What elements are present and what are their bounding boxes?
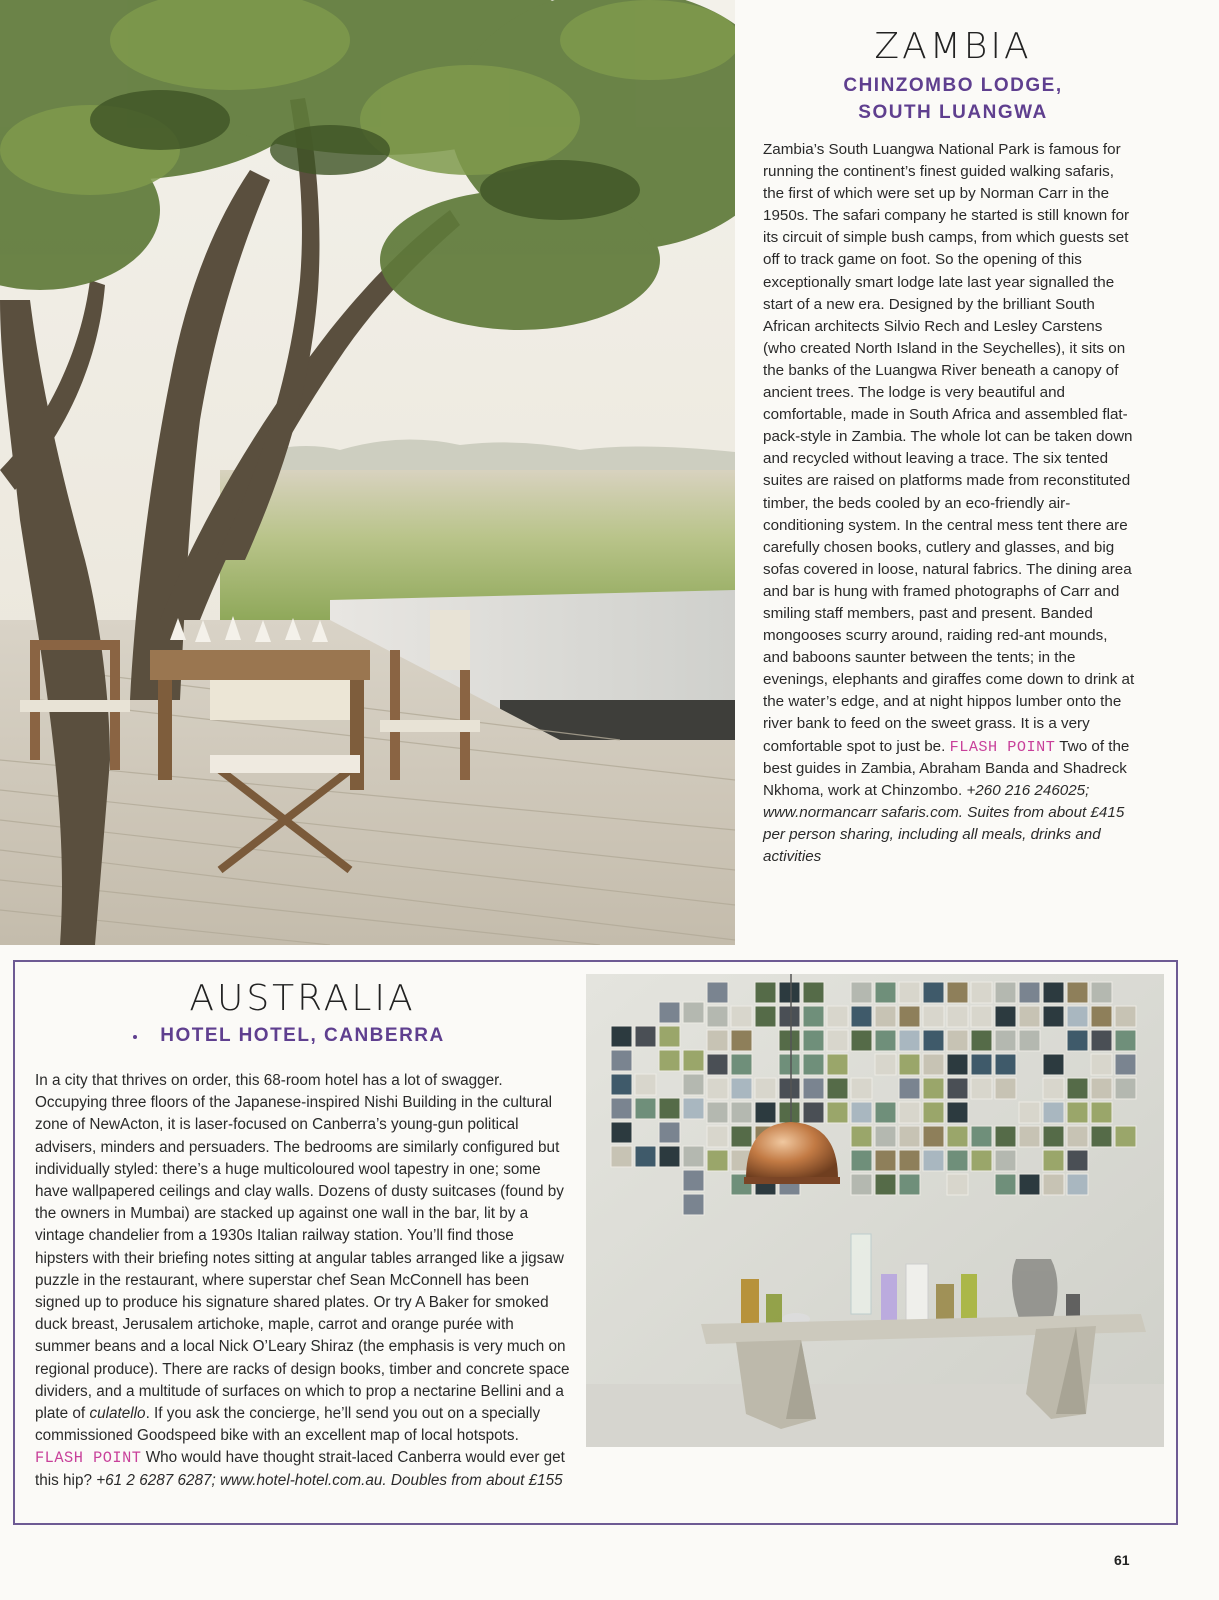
australia-article-box — [13, 960, 1178, 1525]
mosaic-tile — [611, 1074, 632, 1095]
australia-flash-text: Who would have thought strait-laced Canberra would ever get this hip? — [35, 1449, 565, 1489]
mosaic-tile — [899, 1006, 920, 1027]
mosaic-tile — [683, 1170, 704, 1191]
mosaic-tile — [827, 1078, 848, 1099]
mosaic-tile — [683, 1002, 704, 1023]
mosaic-tile — [899, 1126, 920, 1147]
mosaic-tile — [923, 1054, 944, 1075]
mosaic-tile — [851, 1174, 872, 1195]
mosaic-tile — [875, 1150, 896, 1171]
mosaic-tile — [1091, 1030, 1112, 1051]
australia-contact-details: +61 2 6287 6287; www.hotel-hotel.com.au. Doubles from about £155 — [96, 1471, 563, 1489]
mosaic-tile — [707, 1078, 728, 1099]
mosaic-tile — [899, 1054, 920, 1075]
australia-body — [35, 1070, 570, 1492]
mosaic-tile — [683, 1146, 704, 1167]
mosaic-tile — [1115, 1030, 1136, 1051]
australia-body-part1: In a city that thrives on order, this 68-room hotel has a lot of swagger. Occupying three floors of the Japanese-inspired Nishi Building in the cultural zone of NewActon, it is laser-focused on Canberra’s young-gun political advisers, minders and persuaders. The bedrooms are similarly configured but individually styled: there’s a huge multicoloured wool tapestry in one; some have wallpapered ceilings and clay walls. Dozens of dusty suitcases (found by the owners in Mumbai) are stacked up against one wall in the bar, lit by a vintage chandelier from a 1930s Italian railway station. You’ll find those hipsters with their briefing notes sitting at angular tables arranged like a jigsaw puzzle in the restaurant, where superstar chef Sean McConnell has been signed up to produce his signature shared plates. Or try A Baker for smoked duck breast, Jerusalem artichoke, maple, carrot and orange purée with summer beans and a local Nick O’Leary Shiraz (the emphasis is very much on regional produce). There are racks of design books, timber and concrete space dividers, and a multitude of surfaces on which to prop a nectarine Bellini and a plate of — [35, 1072, 570, 1423]
mosaic-tile — [923, 1030, 944, 1051]
mosaic-tile — [1091, 982, 1112, 1003]
mosaic-tile — [1043, 1126, 1064, 1147]
australia-article — [35, 976, 570, 1492]
mosaic-tile — [803, 1054, 824, 1075]
mosaic-tile — [851, 982, 872, 1003]
bullet-dot-icon — [133, 1035, 137, 1039]
mosaic-tile — [683, 1098, 704, 1119]
mosaic-tile — [851, 1102, 872, 1123]
mosaic-tile — [1115, 1078, 1136, 1099]
mosaic-tile — [899, 1078, 920, 1099]
mosaic-tile — [923, 1078, 944, 1099]
mosaic-tile — [803, 1030, 824, 1051]
mosaic-tile — [1115, 1006, 1136, 1027]
mosaic-tile — [851, 1006, 872, 1027]
zambia-flash-point-label: FLASH POINT — [949, 737, 1056, 756]
mosaic-tile — [971, 982, 992, 1003]
mosaic-tile — [971, 1030, 992, 1051]
mosaic-tile — [947, 1006, 968, 1027]
mosaic-tile — [971, 1150, 992, 1171]
mosaic-tile — [803, 1102, 824, 1123]
zambia-contact-details: +260 216 246025; www.normancarr safaris.com. Suites from about £415 per person sharing, including all meals, drinks and activities — [763, 781, 1125, 865]
mosaic-tile — [1067, 1078, 1088, 1099]
mosaic-tile — [659, 1098, 680, 1119]
mosaic-tile — [1043, 1054, 1064, 1075]
mosaic-tile — [923, 1126, 944, 1147]
mosaic-tile — [707, 1006, 728, 1027]
mosaic-tile — [947, 1126, 968, 1147]
mosaic-tile — [1019, 982, 1040, 1003]
mosaic-tile — [1043, 1006, 1064, 1027]
mosaic-tile — [947, 1102, 968, 1123]
mosaic-tile — [731, 1078, 752, 1099]
mosaic-tile — [899, 1174, 920, 1195]
mosaic-tile — [1067, 1102, 1088, 1123]
mosaic-tile — [659, 1026, 680, 1047]
mosaic-tile — [971, 1006, 992, 1027]
mosaic-tile — [875, 982, 896, 1003]
mosaic-tile — [1115, 1126, 1136, 1147]
mosaic-tile — [875, 1054, 896, 1075]
zambia-subtitle-line1: CHINZOMBO LODGE, — [843, 75, 1063, 96]
mosaic-tile — [707, 982, 728, 1003]
zambia-country-heading: ZAMBIA — [874, 26, 1032, 67]
mosaic-tile — [851, 1030, 872, 1051]
mosaic-tile — [659, 1002, 680, 1023]
mosaic-tile — [1043, 1102, 1064, 1123]
mosaic-tile — [635, 1146, 656, 1167]
mosaic-tile — [827, 1030, 848, 1051]
mosaic-tile — [1019, 1174, 1040, 1195]
zambia-body-text: Zambia’s South Luangwa National Park is famous for running the continent’s finest guided walking safaris, the first of which were set up by Norman Carr in the 1950s. The safari company he started is still known for its circuit of simple bush camps, from which guests set off to track game on foot. So the opening of this exceptionally smart lodge late last year signalled the start of a new era. Designed by the brilliant South African architects Silvio Rech and Lesley Carstens (who created North Island in the Seychelles), it sits on the banks of the Luangwa River beneath a canopy of ancient trees. The lodge is very beautiful and comfortable, made in South Africa and assembled flat-pack-style in Zambia. The whole lot can be taken down and recycled without leaving a trace. The six tented suites are raised on platforms made from reconstituted timber, the beds cooled by an eco-friendly air-conditioning system. In the central mess tent there are carefully chosen books, cutlery and glasses, and big sofas covered in loose, natural fabrics. The dining area and bar is hung with framed photographs of Carr and smiling staff members, past and present. Banded mongooses scurry around, raiding red-ant mounds, and baboons saunter between the tents; in the evenings, elephants and giraffes come down to drink at the water’s edge, and at night hippos lumber onto the river bank to feed on the sweet grass. It is a very comfortable spot to just be. — [763, 141, 1135, 755]
mosaic-tile — [1019, 1030, 1040, 1051]
mosaic-tile — [1067, 1006, 1088, 1027]
mosaic-tile — [779, 982, 800, 1003]
mosaic-tile — [875, 1006, 896, 1027]
australia-subtitle: HOTEL HOTEL, CANBERRA — [160, 1025, 445, 1046]
mosaic-tile — [995, 1150, 1016, 1171]
mosaic-tile — [995, 1054, 1016, 1075]
mosaic-tile — [995, 1126, 1016, 1147]
mosaic-tile — [1067, 1174, 1088, 1195]
mosaic-tile — [611, 1146, 632, 1167]
mosaic-tile — [635, 1026, 656, 1047]
mosaic-tile — [875, 1174, 896, 1195]
mosaic-tile — [683, 1074, 704, 1095]
mosaic-tile — [899, 1150, 920, 1171]
mosaic-tile — [899, 982, 920, 1003]
mosaic-tile — [1091, 1006, 1112, 1027]
mosaic-tile — [1067, 1030, 1088, 1051]
zambia-article — [763, 22, 1143, 868]
mosaic-tile — [755, 1078, 776, 1099]
zambia-flash-text: Two of the best guides in Zambia, Abraham Banda and Shadreck Nkhoma, work at Chinzombo. — [763, 737, 1130, 799]
mosaic-tile — [1019, 1102, 1040, 1123]
mosaic-tile — [1019, 1126, 1040, 1147]
mosaic-tile — [827, 1102, 848, 1123]
mosaic-tile — [899, 1102, 920, 1123]
mosaic-tile — [1091, 1054, 1112, 1075]
mosaic-tile — [659, 1050, 680, 1071]
mosaic-tile — [875, 1030, 896, 1051]
mosaic-tile — [1043, 1174, 1064, 1195]
mosaic-tile — [899, 1030, 920, 1051]
mosaic-tile — [947, 1078, 968, 1099]
mosaic-tile — [707, 1126, 728, 1147]
mosaic-tile — [779, 1054, 800, 1075]
mosaic-tile — [1091, 1126, 1112, 1147]
mosaic-tile — [827, 1006, 848, 1027]
mosaic-tile — [803, 982, 824, 1003]
zambia-subtitle-line2: SOUTH LUANGWA — [858, 102, 1048, 123]
mosaic-tile — [995, 1174, 1016, 1195]
mosaic-tile — [851, 1126, 872, 1147]
mosaic-tile — [611, 1122, 632, 1143]
mosaic-tile — [1067, 1150, 1088, 1171]
mosaic-tile — [731, 1030, 752, 1051]
mosaic-tile — [635, 1074, 656, 1095]
mosaic-tile — [971, 1126, 992, 1147]
mosaic-tile — [995, 1030, 1016, 1051]
mosaic-tile — [947, 1174, 968, 1195]
mosaic-tile — [707, 1102, 728, 1123]
mosaic-tile — [923, 1150, 944, 1171]
mosaic-tile — [851, 1078, 872, 1099]
mosaic-tile — [779, 1006, 800, 1027]
mosaic-tile — [779, 1030, 800, 1051]
mosaic-tile — [971, 1078, 992, 1099]
mosaic-tile — [995, 1006, 1016, 1027]
australia-country-heading: AUSTRALIA — [189, 978, 416, 1019]
mosaic-tile — [779, 1078, 800, 1099]
australia-body-part2: . If you ask the concierge, he’ll send you out on a specially commissioned Goodspeed bike with an excellent map of local hotspots. — [35, 1405, 541, 1445]
mosaic-tile — [803, 1006, 824, 1027]
mosaic-tile — [755, 1006, 776, 1027]
mosaic-tile — [1067, 1126, 1088, 1147]
mosaic-tile — [875, 1126, 896, 1147]
mosaic-tile — [947, 1054, 968, 1075]
mosaic-tile — [995, 982, 1016, 1003]
mosaic-tile — [611, 1050, 632, 1071]
mosaic-tile — [611, 1026, 632, 1047]
mosaic-tile — [1091, 1102, 1112, 1123]
mosaic-tile — [923, 982, 944, 1003]
mosaic-tile — [683, 1050, 704, 1071]
mosaic-tile — [635, 1098, 656, 1119]
mosaic-tile — [827, 1054, 848, 1075]
zambia-body — [763, 139, 1135, 868]
australia-body-italic: culatello — [89, 1405, 146, 1423]
mosaic-tile — [731, 1006, 752, 1027]
mosaic-tile — [1091, 1078, 1112, 1099]
mosaic-tile — [875, 1102, 896, 1123]
mosaic-tile — [731, 1126, 752, 1147]
mosaic-tile — [803, 1078, 824, 1099]
mosaic-tile — [1043, 982, 1064, 1003]
mosaic-tile — [755, 1102, 776, 1123]
mosaic-tile — [947, 982, 968, 1003]
mosaic-tile — [1067, 982, 1088, 1003]
mosaic-tile — [731, 1054, 752, 1075]
mosaic-tile — [1019, 1006, 1040, 1027]
chinzombo-deck-photo — [0, 0, 735, 945]
mosaic-tile — [611, 1098, 632, 1119]
mosaic-tile — [707, 1150, 728, 1171]
mosaic-tile — [947, 1150, 968, 1171]
mosaic-tile — [659, 1146, 680, 1167]
mosaic-tile — [971, 1054, 992, 1075]
hotel-hotel-interior-photo — [586, 974, 1164, 1447]
mosaic-tile — [923, 1006, 944, 1027]
mosaic-tile — [707, 1054, 728, 1075]
mosaic-tile — [851, 1150, 872, 1171]
australia-subtitle-wrap — [35, 1022, 570, 1050]
mosaic-tile — [731, 1102, 752, 1123]
mosaic-tile — [947, 1030, 968, 1051]
australia-flash-point-label: FLASH POINT — [35, 1449, 142, 1468]
mosaic-tile — [755, 982, 776, 1003]
mosaic-tile — [683, 1194, 704, 1215]
mosaic-tile — [1115, 1054, 1136, 1075]
mosaic-tile — [659, 1122, 680, 1143]
page-number: 61 — [1114, 1552, 1130, 1568]
mosaic-tile — [1043, 1078, 1064, 1099]
mosaic-tile — [779, 1102, 800, 1123]
mosaic-tile — [707, 1030, 728, 1051]
mosaic-tile — [995, 1078, 1016, 1099]
mosaic-tile — [1043, 1150, 1064, 1171]
mosaic-tile — [923, 1102, 944, 1123]
